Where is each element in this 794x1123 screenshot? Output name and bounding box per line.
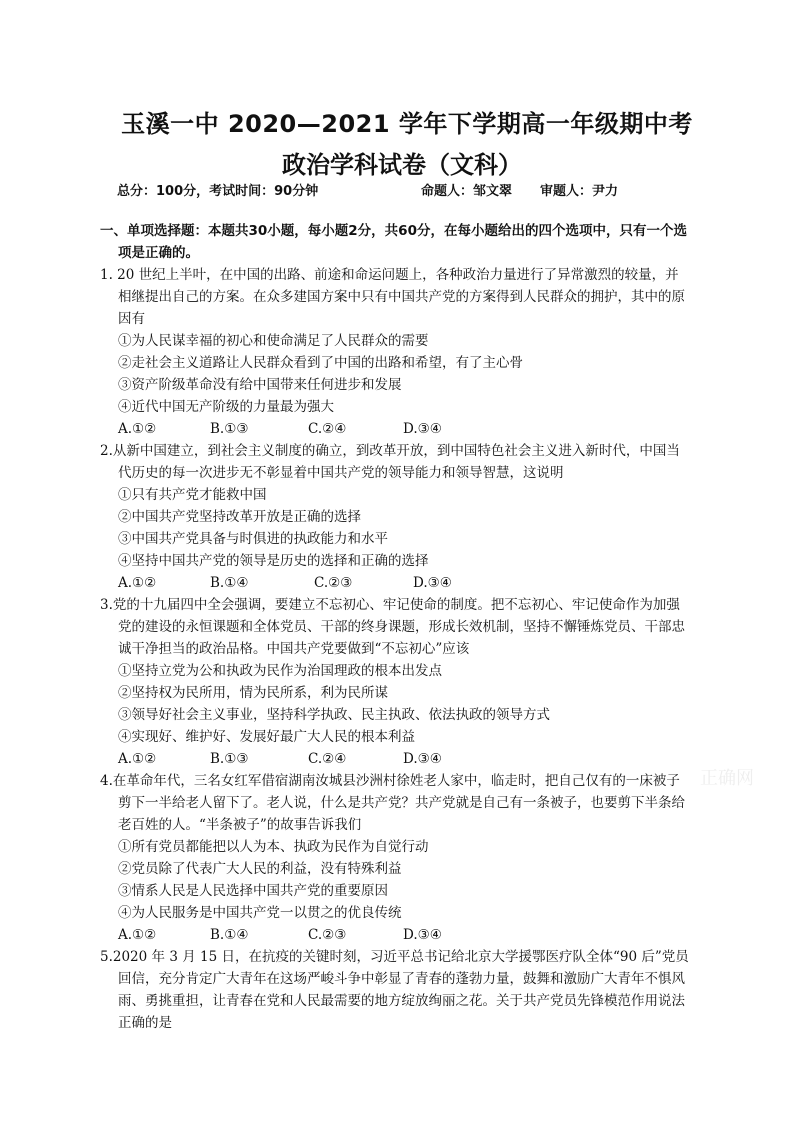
statement-option: ④坚持中国共产党的领导是历史的选择和正确的选择 (118, 553, 429, 569)
exam-title-line1: 玉溪一中 2020—2021 学年下学期高一年级期中考 (121, 110, 693, 138)
question-stem: 1. 20 世纪上半叶，在中国的出路、前途和命运问题上，各种政治力量进行了异常激烈的较量，并相继提出自己的方案。在众多建国方案中只有中国共产党的方案得到人民群众的拥护，其中的原因有 (100, 267, 685, 327)
choice-d: D.③④ (413, 575, 452, 591)
choice-c: C.②③ (308, 927, 347, 943)
statement-option: ③中国共产党具备与时俱进的执政能力和水平 (118, 531, 388, 547)
exam-content (100, 220, 690, 1034)
question-3 (100, 594, 690, 770)
question-stem: 2.从新中国建立，到社会主义制度的确立，到改革开放，到中国特色社会主义进入新时代，中国当代历史的每一次进步无不彰显着中国共产党的领导能力和领导智慧，这说明 (100, 443, 680, 481)
statement-option: ②党员除了代表广大人民的利益，没有特殊利益 (118, 861, 402, 877)
question-4 (100, 770, 690, 946)
question-stem: 5.2020 年 3 月 15 日，在抗疫的关键时刻，习近平总书记给北京大学援鄂医疗队全体“90 后”党员回信，充分肯定广大青年在这场严峻斗争中彰显了青春的蓬勃力量，鼓舞和激励广大青年不惧风雨、勇挑重担，让青春在党和人民最需要的地方绽放绚丽之花。关于共产党员先锋模范作用说法正确的是 (100, 949, 689, 1031)
statement-option: ①所有党员都能把以人为本、执政为民作为自觉行动 (118, 839, 429, 855)
section-heading: 一、单项选择题：本题共30小题，每小题2分，共60分，在每小题给出的四个选项中，只有一个选项是正确的。 (100, 223, 687, 261)
statement-option: ①坚持立党为公和执政为民作为治国理政的根本出发点 (118, 663, 442, 679)
choice-b: B.①③ (210, 421, 249, 437)
choice-a: A.①② (118, 575, 157, 591)
statement-option: ④实现好、维护好、发展好最广大人民的根本利益 (118, 729, 415, 745)
setter-info: 命题人：邹文翠 (421, 184, 513, 199)
answer-choices (100, 748, 690, 770)
score-time-info: 总分：100分，考试时间：90分钟 (117, 184, 319, 199)
statement-option: ④为人民服务是中国共产党一以贯之的优良传统 (118, 905, 402, 921)
choice-d: D.③④ (403, 927, 442, 943)
choice-c: C.②③ (314, 575, 353, 591)
choice-b: B.①④ (210, 575, 249, 591)
answer-choices (100, 418, 690, 440)
question-stem: 3.党的十九届四中全会强调，要建立不忘初心、牢记使命的制度。把不忘初心、牢记使命作为加强党的建设的永恒课题和全体党员、干部的终身课题，形成长效机制，坚持不懈锤炼党员、干部忠诚干净担当的政治品格。中国共产党要做到“不忘初心”应该 (100, 597, 685, 657)
statement-option: ②中国共产党坚持改革开放是正确的选择 (118, 509, 361, 525)
exam-title-line2: 政治学科试卷（文科） (282, 151, 522, 179)
choice-d: D.③④ (403, 421, 442, 437)
statement-option: ①为人民谋幸福的初心和使命满足了人民群众的需要 (118, 333, 429, 349)
watermark: 正确网 (700, 768, 754, 789)
reviewer-info: 审题人：尹力 (540, 184, 619, 199)
choice-b: B.①③ (210, 751, 249, 767)
question-1 (100, 264, 690, 440)
statement-option: ②走社会主义道路让人民群众看到了中国的出路和希望，有了主心骨 (118, 355, 523, 371)
question-2 (100, 440, 690, 594)
statement-option: ③情系人民是人民选择中国共产党的重要原因 (118, 883, 388, 899)
statement-option: ③资产阶级革命没有给中国带来任何进步和发展 (118, 377, 402, 393)
choice-a: A.①② (118, 751, 157, 767)
answer-choices (100, 924, 690, 946)
statement-option: ④近代中国无产阶级的力量最为强大 (118, 399, 334, 415)
statement-option: ③领导好社会主义事业，坚持科学执政、民主执政、依法执政的领导方式 (118, 707, 550, 723)
choice-a: A.①② (118, 927, 157, 943)
choice-b: B.①④ (210, 927, 249, 943)
question-5 (100, 946, 690, 1034)
question-stem: 4.在革命年代，三名女红军借宿湖南汝城县沙洲村徐姓老人家中，临走时，把自己仅有的一床被子剪下一半给老人留下了。老人说，什么是共产党？共产党就是自己有一条被子，也要剪下半条给老百姓的人。“半条被子”的故事告诉我们 (100, 773, 685, 833)
choice-c: C.②④ (308, 421, 347, 437)
choice-a: A.①② (118, 421, 157, 437)
statement-option: ②坚持权为民所用，情为民所系，利为民所谋 (118, 685, 388, 701)
choice-d: D.③④ (403, 751, 442, 767)
answer-choices (100, 572, 690, 594)
choice-c: C.②④ (308, 751, 347, 767)
statement-option: ①只有共产党才能救中国 (118, 487, 267, 503)
